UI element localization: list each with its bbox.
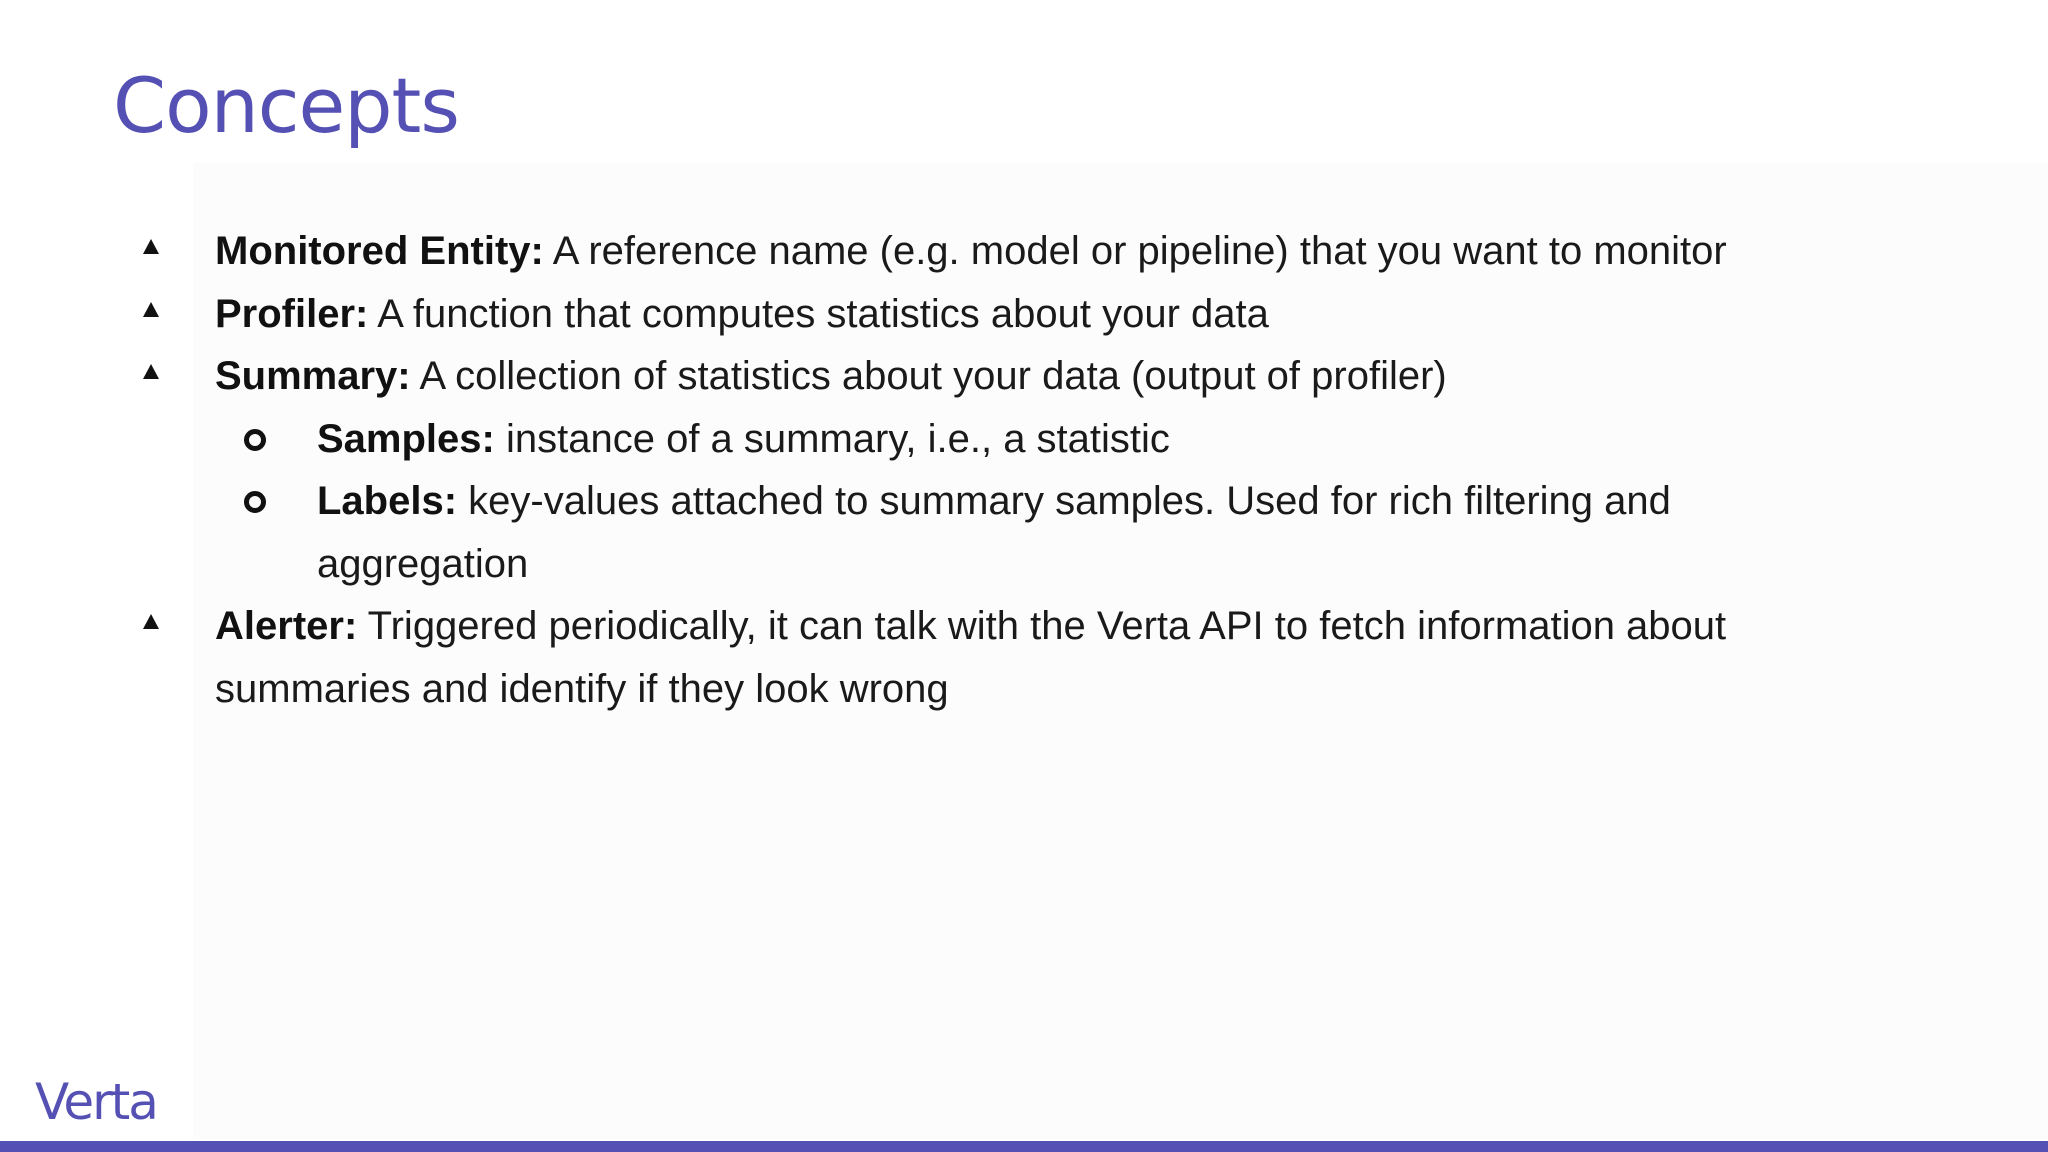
bullet-text: A function that computes statistics about your data xyxy=(368,291,1269,336)
bullet-text: Triggered periodically, it can talk with the Verta API to fetch information about summaries and identify if they look wrong xyxy=(215,604,1727,711)
bullet-term: Monitored Entity: xyxy=(215,229,544,273)
triangle-bullet-icon xyxy=(143,614,159,629)
triangle-bullet-icon xyxy=(143,239,159,254)
bullet-term: Samples: xyxy=(317,416,495,461)
bullet-term: Labels: xyxy=(317,479,458,523)
sub-bullet-item-labels xyxy=(0,470,1857,595)
slide-title: Concepts xyxy=(113,61,459,150)
bullet-term: Summary: xyxy=(215,354,411,398)
bullet-term: Profiler: xyxy=(215,291,369,336)
bullet-list xyxy=(0,220,1800,720)
bullet-text: instance of a summary, i.e., a statistic xyxy=(494,416,1170,461)
bullet-text: A reference name (e.g. model or pipeline) that you want to monitor xyxy=(543,229,1727,273)
bullet-text: key-values attached to summary samples. Used for rich filtering and aggregation xyxy=(317,479,1671,586)
bottom-accent-bar xyxy=(0,1141,2048,1152)
bullet-item-profiler xyxy=(0,283,1755,346)
circle-bullet-icon xyxy=(244,429,266,451)
bullet-item-monitored-entity xyxy=(0,220,1755,283)
verta-logo: Verta xyxy=(35,1073,157,1131)
triangle-bullet-icon xyxy=(143,364,159,379)
bullet-item-alerter xyxy=(0,595,1755,720)
bullet-item-summary xyxy=(0,345,1755,408)
bullet-text: A collection of statistics about your data (output of profiler) xyxy=(410,354,1447,398)
circle-bullet-icon xyxy=(244,491,266,513)
sub-bullet-item-samples xyxy=(0,408,1857,471)
bullet-term: Alerter: xyxy=(215,604,358,648)
triangle-bullet-icon xyxy=(143,302,159,317)
